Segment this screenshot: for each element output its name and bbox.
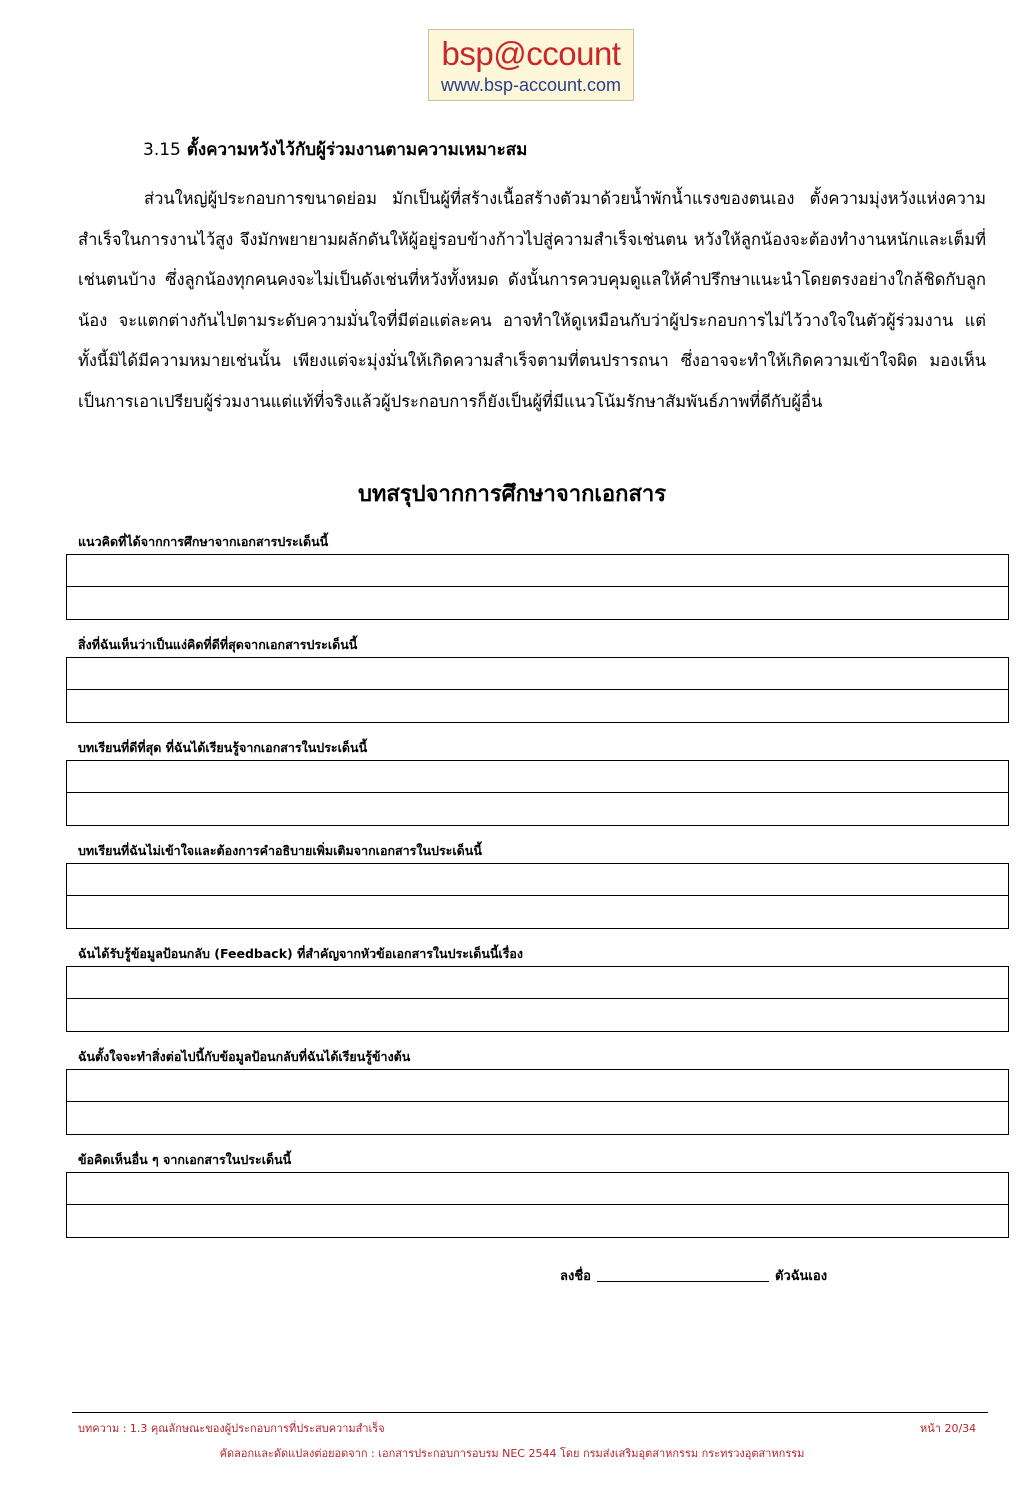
answer-box-divider [67, 792, 1008, 793]
logo-url: www.bsp-account.com [440, 75, 622, 95]
question-label-2: สิ่งที่ฉันเห็นว่าเป็นแง่คิดที่ดีที่สุดจากเอกสารประเด็นนี้ [78, 637, 358, 652]
section-number: 3.15 [143, 140, 181, 160]
footer-article: บทความ : 1.3 คุณลักษณะของผู้ประกอบการที่ประสบความสำเร็จ [78, 1422, 385, 1435]
signature-suffix: ตัวฉันเอง [774, 1269, 828, 1284]
answer-box-3[interactable] [66, 760, 1009, 826]
signature-label: ลงชื่อ [560, 1269, 591, 1284]
footer-rule [72, 1412, 988, 1413]
answer-box-divider [67, 1101, 1008, 1102]
section-body [78, 179, 986, 423]
section-title [143, 136, 527, 163]
footer-page-number: หน้า 20/34 [920, 1422, 977, 1435]
logo-brand: bsp@ccount [441, 35, 621, 72]
logo [428, 29, 634, 101]
answer-box-7[interactable] [66, 1172, 1009, 1238]
question-label-7: ข้อคิดเห็นอื่น ๆ จากเอกสารในประเด็นนี้ [78, 1152, 292, 1167]
answer-box-5[interactable] [66, 966, 1009, 1032]
answer-box-6[interactable] [66, 1069, 1009, 1135]
answer-box-4[interactable] [66, 863, 1009, 929]
signature-blank[interactable] [597, 1267, 769, 1282]
signature-line [560, 1265, 827, 1286]
answer-box-divider [67, 895, 1008, 896]
question-label-1: แนวคิดที่ได้จากการศึกษาจากเอกสารประเด็นนี้ [78, 534, 329, 549]
answer-box-divider [67, 689, 1008, 690]
summary-heading: บทสรุปจากการศึกษาจากเอกสาร [357, 482, 667, 507]
answer-box-divider [67, 998, 1008, 999]
footer-source: คัดลอกและดัดแปลงต่อยอดจาก : เอกสารประกอบการอบรม NEC 2544 โดย กรมส่งเสริมอุตสาหกรรม กระทรวงอุตสาหกรรม [219, 1447, 805, 1460]
question-label-3: บทเรียนที่ดีที่สุด ที่ฉันได้เรียนรู้จากเอกสารในประเด็นนี้ [78, 740, 368, 755]
question-label-4: บทเรียนที่ฉันไม่เข้าใจและต้องการคำอธิบายเพิ่มเติมจากเอกสารในประเด็นนี้ [78, 843, 482, 858]
section-body-text: ส่วนใหญ่ผู้ประกอบการขนาดย่อม มักเป็นผู้ที่สร้างเนื้อสร้างตัวมาด้วยน้ำพักน้ำแรงของตนเอง ตั้งความมุ่งหวังแห่งความสำเร็จในการงานไว้สูง จึงมักพยายามผลักดันให้ผู้อยู่รอบข้างก้าวไปสู่ความสำเร็จเช่นตน หวังให้ลูกน้องจะต้องทำงานหนักและเต็มที่เช่นตนบ้าง ซึ่งลูกน้องทุกคนคงจะไม่เป็นดังเช่นที่หวังทั้งหมด ดังนั้นการควบคุมดูแลให้คำปรึกษาแนะนำโดยตรงอย่างใกล้ชิดกับลูกน้อง จะแตกต่างกันไปตามระดับความมั่นใจที่มีต่อแต่ละคน อาจทำให้ดูเหมือนกับว่าผู้ประกอบการไม่ไว้วางใจในตัวผู้ร่วมงาน แต่ทั้งนี้มิได้มีความหมายเช่นนั้น เพียงแต่จะมุ่งมั่นให้เกิดความสำเร็จตามที่ตนปรารถนา ซึ่งอาจจะทำให้เกิดความเข้าใจผิด มองเห็นเป็นการเอาเปรียบผู้ร่วมงานแต่แท้ที่จริงแล้วผู้ประกอบการก็ยังเป็นผู้ที่มีแนวโน้มรักษาสัมพันธ์ภาพที่ดีกับผู้อื่น [78, 189, 986, 411]
section-title-text: ตั้งความหวังไว้กับผู้ร่วมงานตามความเหมาะสม [186, 140, 528, 160]
answer-box-divider [67, 586, 1008, 587]
question-label-5: ฉันได้รับรู้ข้อมูลป้อนกลับ (Feedback) ที่สำคัญจากหัวข้อเอกสารในประเด็นนี้เรื่อง [78, 946, 524, 961]
answer-box-divider [67, 1204, 1008, 1205]
answer-box-2[interactable] [66, 657, 1009, 723]
question-label-6: ฉันตั้งใจจะทำสิ่งต่อไปนี้กับข้อมูลป้อนกลับที่ฉันได้เรียนรู้ข้างต้น [78, 1049, 411, 1064]
answer-box-1[interactable] [66, 554, 1009, 620]
